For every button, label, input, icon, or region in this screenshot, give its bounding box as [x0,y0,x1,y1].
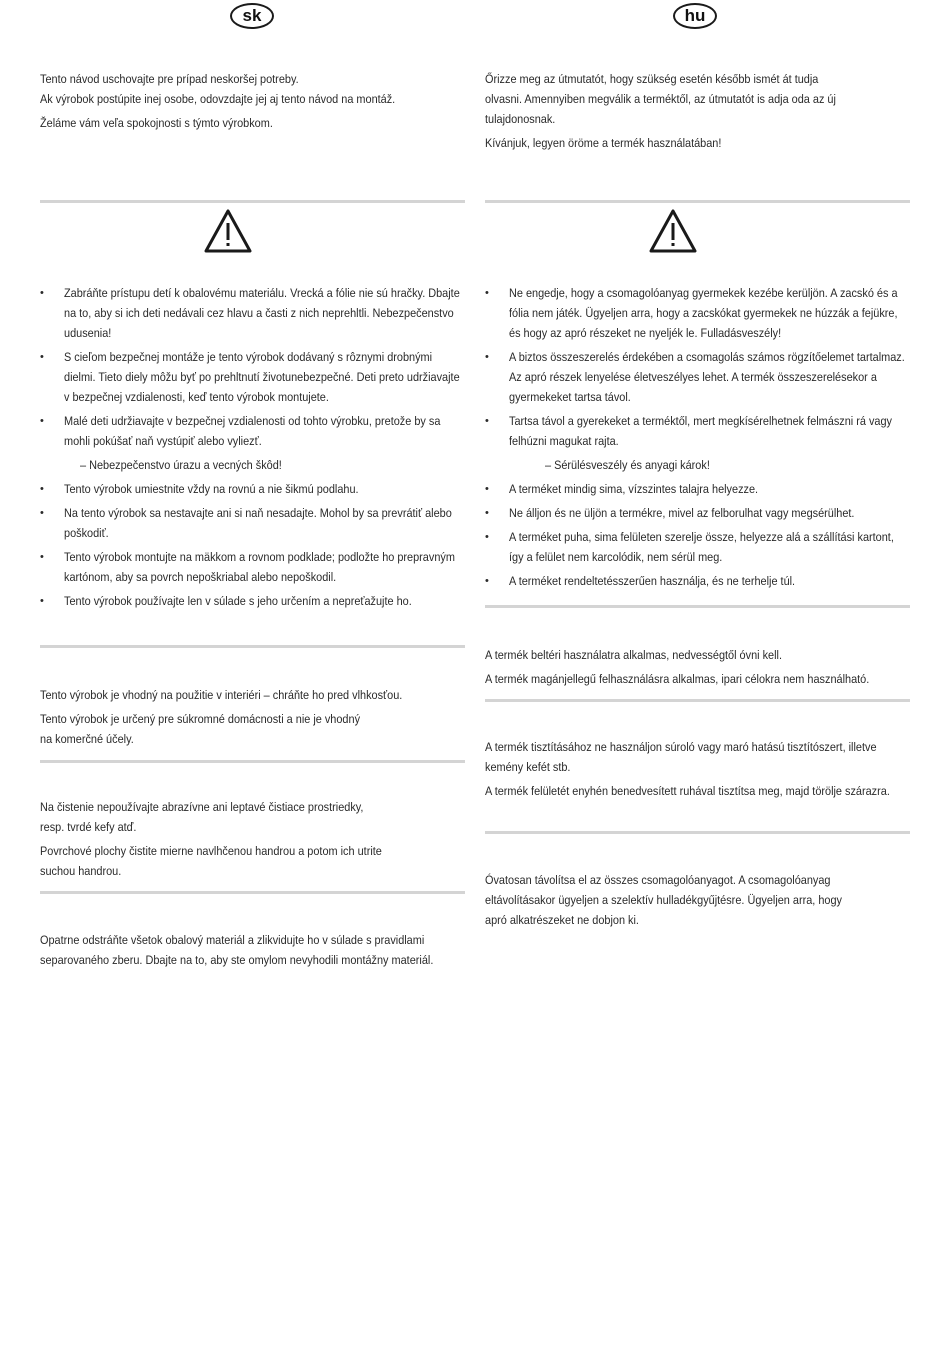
cleaning-text: Povrchové plochy čistite mierne navlhčenou handrou a potom ich utrite suchou handrou. [40,844,382,878]
use-text: A termék magánjellegű felhasználásra alkalmas, ipari célokra nem használható. [485,672,870,686]
warning-triangle-icon [203,208,253,254]
intro-text: Tento návod uschovajte pre prípad neskoršej potreby. [40,72,299,86]
warning-triangle-icon [648,208,698,254]
section-divider [40,760,465,763]
list-item [485,411,910,451]
cleaning-text: A termék felületét enyhén benedvesített ruhával tisztítsa meg, majd törölje szárazra. [485,784,890,798]
warning-note: – Nebezpečenstvo úrazu a vecných škôd! [80,458,282,472]
warning-text: • A terméket rendeltetésszerűen használja, és ne terhelje túl. [509,574,796,588]
section-divider [40,645,465,648]
warning-text: • Tartsa távol a gyerekeket a terméktől, mert megkísérelhetnek felmászni rá vagy felhúzni magukat rajta. [509,414,893,448]
list-item [485,479,910,499]
section-divider [40,200,465,203]
list-item [40,411,465,451]
disposal-hu [485,870,910,930]
section-divider [485,699,910,702]
warning-text: • Ne engedje, hogy a csomagolóanyag gyermekek kezébe kerüljön. A zacskó és a fólia nem játék. Ügyeljen arra, hogy a zacskókat gyermekek ne húzzák a fejükre, és hogy az apró részeket ne nyeljék le. Fulladásveszély! [509,286,898,340]
list-item [40,283,465,343]
warning-text: • A biztos összeszerelés érdekében a csomagolás számos rögzítőelemet tartalmaz. Az apró részek lenyelése életveszélyes lehet. A termék összeszerelésekor a gyermekeket tartsa távol. [509,350,905,404]
warnings-hu [485,283,910,595]
section-divider [485,200,910,203]
list-item [485,347,910,407]
intro-hu [485,69,910,153]
section-divider [485,605,910,608]
warning-text: • A terméket puha, sima felületen szerelje össze, helyezze alá a szállítási kartont, így a felület nem karcolódik, nem sérül meg. [509,530,894,564]
list-item [40,503,465,543]
use-text: Tento výrobok je vhodný na použitie v interiéri – chráňte ho pred vlhkosťou. [40,688,403,702]
warning-text: • Tento výrobok umiestnite vždy na rovnú a nie šikmú podlahu. [64,482,359,496]
list-item [485,503,910,523]
warning-text: • Tento výrobok montujte na mäkkom a rovnom podklade; podložte ho prepravným kartónom, aby sa povrch nepoškriabal alebo nepoškodil. [64,550,455,584]
warning-text: • S cieľom bezpečnej montáže je tento výrobok dodávaný s rôznymi drobnými dielmi. Tieto diely môžu byť po prehltnutí životunebezpečné. Deti preto udržiavajte v bezpečnej vzdialenosti, keď tento výrobok montujete. [64,350,460,404]
intro-text: Kívánjuk, legyen öröme a termék használatában! [485,136,722,150]
list-item [485,283,910,343]
section-divider [485,831,910,834]
cleaning-text: Na čistenie nepoužívajte abrazívne ani leptavé čistiace prostriedky, resp. tvrdé kefy atď. [40,800,364,834]
warning-list [485,479,910,591]
language-badge-sk: sk [230,3,274,29]
cleaning-hu [485,737,910,801]
disposal-text: Óvatosan távolítsa el az összes csomagolóanyagot. A csomagolóanyag eltávolításakor ügyeljen a szelektív hulladékgyűjtésre. Ügyeljen arra, hogy apró alkatrészeket ne dobjon ki. [485,873,843,927]
warning-text: • A terméket mindig sima, vízszintes talajra helyezze. [509,482,759,496]
use-text: A termék beltéri használatra alkalmas, nedvességtől óvni kell. [485,648,782,662]
disposal-text: Opatrne odstráňte všetok obalový materiál a zlikvidujte ho v súlade s pravidlami separovaného zberu. Dbajte na to, aby ste omylom nevyhodili montážny materiál. [40,933,434,967]
warning-text: • Ne álljon és ne üljön a termékre, mivel az felborulhat vagy megsérülhet. [509,506,855,520]
use-sk [40,685,465,749]
intro-text: Ak výrobok postúpite inej osobe, odovzdajte jej aj tento návod na montáž. [40,92,396,106]
use-text: Tento výrobok je určený pre súkromné domácnosti a nie je vhodný na komerčné účely. [40,712,361,746]
intro-text: Őrizze meg az útmutatót, hogy szükség esetén később ismét át tudja olvasni. Amennyiben megválik a terméktől, az útmutatót is adja oda az új tulajdonosnak. [485,72,836,126]
list-item [40,547,465,587]
warning-text: • Tento výrobok používajte len v súlade s jeho určením a nepreťažujte ho. [64,594,412,608]
cleaning-text: A termék tisztításához ne használjon súroló vagy maró hatású tisztítószert, illetve kemény kefét stb. [485,740,877,774]
language-badge-hu: hu [673,3,717,29]
list-item [40,347,465,407]
warnings-sk [40,283,465,615]
warning-text: • Zabráňte prístupu detí k obalovému materiálu. Vrecká a fólie nie sú hračky. Dbajte na to, aby si ich deti nedávali cez hlavu a časti z nich neprehltli. Nebezpečenstvo udusenia! [64,286,460,340]
warning-list [40,283,465,451]
warning-text: • Na tento výrobok sa nestavajte ani si naň nesadajte. Mohol by sa prevrátiť alebo poškodiť. [64,506,452,540]
list-item [485,527,910,567]
list-item [40,591,465,611]
warning-list [40,479,465,611]
list-item [485,571,910,591]
intro-sk [40,69,465,133]
section-divider [40,891,465,894]
intro-text: Želáme vám veľa spokojnosti s týmto výrobkom. [40,116,273,130]
disposal-sk [40,930,465,970]
list-item [40,479,465,499]
warning-note: – Sérülésveszély és anyagi károk! [545,458,710,472]
warning-list [485,283,910,451]
use-hu [485,645,910,689]
cleaning-sk [40,797,465,881]
warning-text: • Malé deti udržiavajte v bezpečnej vzdialenosti od tohto výrobku, pretože by sa mohli pokúšať naň vystúpiť alebo vyliezť. [64,414,441,448]
